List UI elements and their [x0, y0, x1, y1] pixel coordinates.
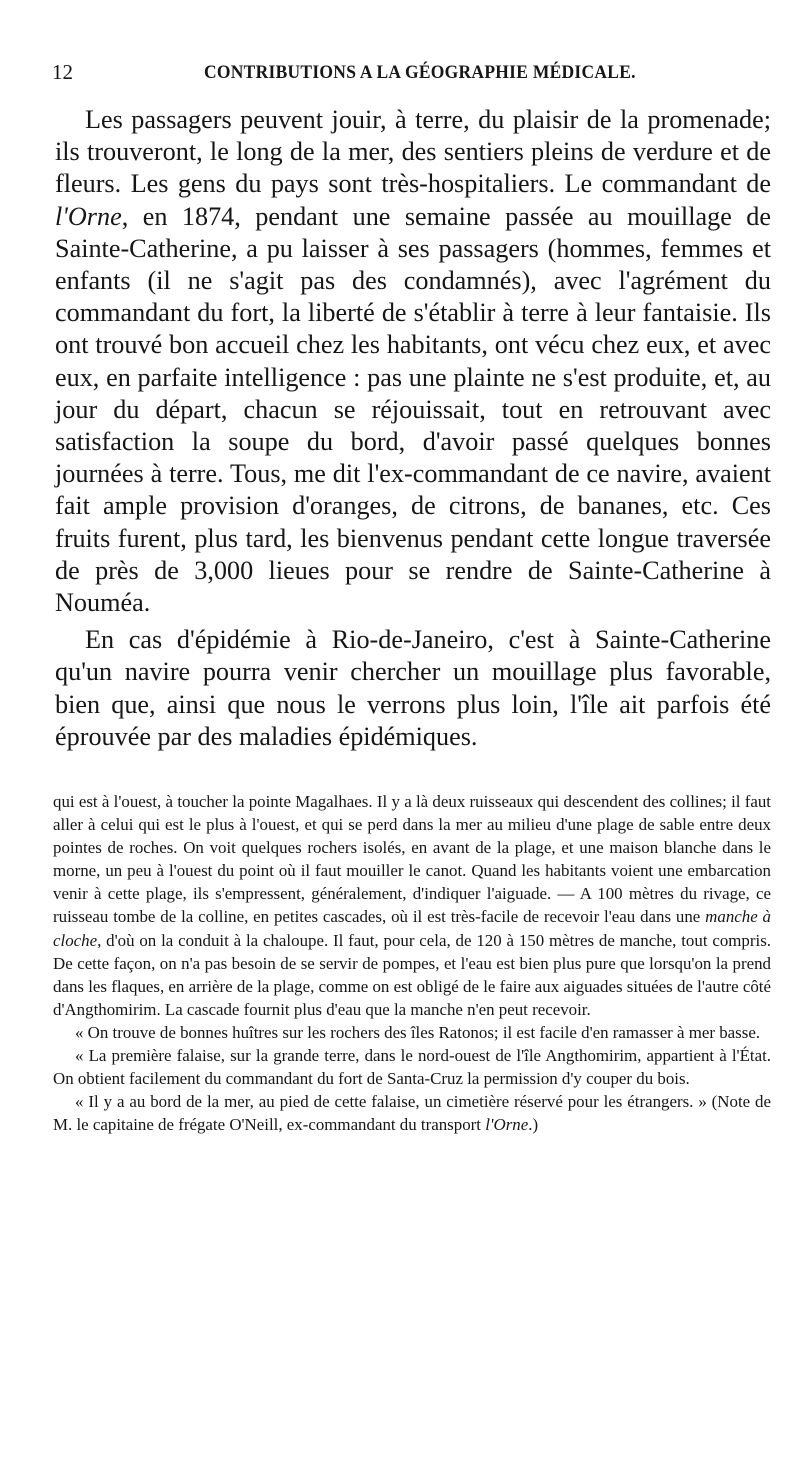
body-paragraph-2: En cas d'épidémie à Rio-de-Janeiro, c'est à Sainte-Catherine qu'un navire pourra venir chercher un mouillage plus favorable, bien que, ainsi que nous le verrons plus loin, l'île ait parfois été éprouvée par des maladies épidémiques. [55, 625, 771, 751]
ship-name-orne: l'Orne [55, 201, 122, 231]
footnote-italic-term: manche à cloche [53, 907, 772, 950]
footnote-paragraph-4-text-b: .) [528, 1115, 539, 1135]
footnote-paragraph-4 [53, 1090, 771, 1136]
main-text [55, 104, 771, 753]
body-paragraph-1-text-a: Les passagers peuvent jouir, à terre, du plaisir de la promenade; ils trouveront, le long de la mer, des sentiers pleins de verdure et de fleurs. Les gens du pays sont très-hospitaliers. Le commandant de [55, 105, 771, 199]
footnote-ship-name-orne: l'Orne [485, 1115, 529, 1135]
footnote-paragraph-2: « On trouve de bonnes huîtres sur les rochers des îles Ratonos; il est facile d'en ramasser à mer basse. [75, 1022, 761, 1042]
running-header [52, 60, 782, 94]
footnote-paragraph-3: « La première falaise, sur la grande terre, dans le nord-ouest de l'île Angthomirim, appartient à l'État. On obtient facilement du commandant du fort de Santa-Cruz la permission d'y couper du bois. [53, 1046, 771, 1089]
footnote-paragraph-4-text-a: « Il y a au bord de la mer, au pied de cette falaise, un cimetière réservé pour les étrangers. » (Note de M. le capitaine de frégate O'Neill, ex-commandant du transport [53, 1092, 771, 1135]
footnote-paragraph-1-text-b: , d'où on la conduit à la chaloupe. Il faut, pour cela, de 120 à 150 mètres de manche, tout compris. De cette façon, on n'a pas besoin de se servir de pompes, et l'eau est bien plus pure que lorsqu'on la prend dans les flaques, en arrière de la plage, comme on est obligé de le faire aux aiguades situées de l'autre côté d'Angthomirim. La cascade fournit plus d'eau que la manche n'en peut recevoir. [53, 930, 771, 1019]
footnote-paragraph-1-text-a: qui est à l'ouest, à toucher la pointe Magalhaes. Il y a là deux ruisseaux qui descendent des collines; il faut aller à celui qui est le plus à l'ouest, et qui se perd dans la mer au milieu d'une plage de sable entre deux pointes de roches. On voit quelques rochers isolés, en avant de la plage, et une maison blanche dans le morne, un peu à l'ouest du point où il faut mouiller le canot. Quand les habitants voient une embarcation venir à cette plage, ils s'empressent, généralement, d'indiquer l'aiguade. — A 100 mètres du rivage, ce ruisseau tombe de la colline, en petites cascades, où il est très-facile de recevoir l'eau dans une [53, 792, 771, 927]
footnote [53, 790, 771, 1136]
running-title: CONTRIBUTIONS A LA GÉOGRAPHIE MÉDICALE. [204, 62, 636, 83]
page-number: 12 [52, 60, 73, 84]
body-paragraph-1-text-b: , en 1874, pendant une semaine passée au mouillage de Sainte-Catherine, a pu laisser à ses passagers (hommes, femmes et enfants (il ne s'agit pas des condamnés), avec l'agrément du commandant du fort, la liberté de s'établir à terre à leur fantaisie. Ils ont trouvé bon accueil chez les habitants, ont vécu chez eux, et avec eux, en parfaite intelligence : pas une plainte ne s'est produite, et, au jour du départ, chacun se réjouissait, tout en retrouvant avec satisfaction la soupe du bord, d'avoir passé quelques bonnes journées à terre. Tous, me dit l'ex-commandant de ce navire, avaient fait ample provision d'oranges, de citrons, de bananes, etc. Ces fruits furent, plus tard, les bienvenus pendant cette longue traversée de près de 3,000 lieues pour se rendre de Sainte-Catherine à Nouméa. [55, 201, 771, 618]
body-paragraph-1 [55, 104, 771, 619]
footnote-paragraph-1 [53, 790, 771, 1021]
